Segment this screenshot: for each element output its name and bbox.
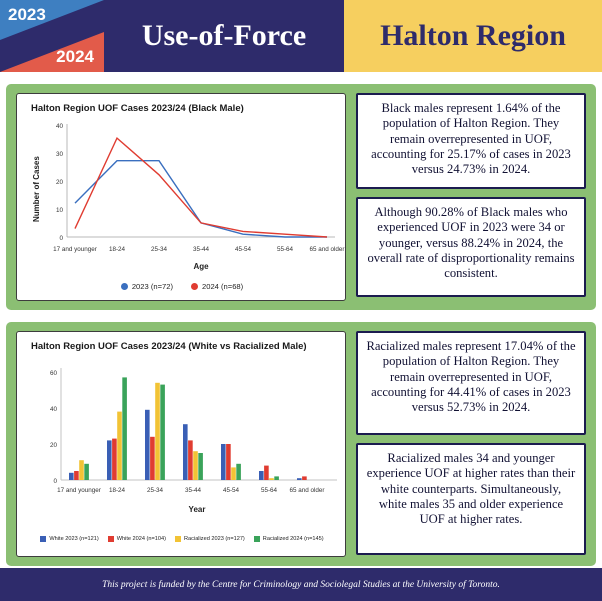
line-series-2023 (75, 161, 327, 237)
text-card-racialized-age: Racialized males 34 and younger experience UOF at higher rates than their white counterparts. Simultaneously, white males 35 and older experience UOF at higher rates. (356, 443, 586, 555)
bar (107, 440, 112, 480)
legend-item (175, 536, 245, 542)
legend-label-2024: 2024 (n=68) (202, 282, 244, 291)
header-year-2024: 2024 (56, 47, 94, 66)
bar (84, 464, 89, 480)
bar (221, 444, 226, 480)
legend-dot-2024-icon (191, 283, 198, 290)
xtick-1: 18-24 (108, 246, 126, 253)
bar (112, 439, 117, 480)
header-year-2023: 2023 (8, 5, 46, 24)
header-title: Use-of-Force (104, 0, 344, 72)
legend-label-white-2024: White 2024 (n=104) (116, 536, 166, 542)
legend-label-racialized-2024: Racialized 2024 (n=145) (262, 536, 324, 542)
footer-funding-note: This project is funded by the Centre for Criminology and Sociolegal Studies at the University of Toronto. (0, 568, 602, 601)
legend-item (40, 536, 98, 542)
line-chart-plot (17, 114, 347, 289)
bar (122, 377, 127, 480)
line-chart-ylabel: Number of Cases (32, 156, 41, 222)
ytick-20: 20 (55, 179, 63, 186)
bar-chart-legend (17, 536, 347, 542)
bar (302, 476, 307, 480)
legend-item (108, 536, 166, 542)
xtick-0: 17 and younger (53, 246, 97, 253)
xtick-1: 18-24 (108, 487, 126, 494)
bar (79, 460, 84, 480)
xtick-0: 17 and younger (57, 487, 101, 494)
line-chart-title: Halton Region UOF Cases 2023/24 (Black Male) (31, 103, 244, 114)
ytick-0: 0 (53, 478, 57, 485)
ytick-0: 0 (59, 235, 63, 242)
xtick-2: 25-34 (146, 487, 164, 494)
legend-label-white-2023: White 2023 (n=121) (49, 536, 99, 542)
bar (236, 464, 241, 480)
text-card-black-age: Although 90.28% of Black males who experienced UOF in 2023 were 34 or younger, versus 88.24% in 2024, the overall rate of disproportionality remains consistent. (356, 197, 586, 297)
bar (155, 383, 160, 480)
legend-label-racialized-2023: Racialized 2023 (n=127) (184, 536, 245, 542)
xtick-4: 45-54 (222, 487, 240, 494)
ytick-40: 40 (55, 123, 63, 130)
legend-item (254, 536, 324, 542)
bar (160, 385, 165, 480)
xtick-2: 25-34 (150, 246, 168, 253)
xtick-4: 45-54 (234, 246, 252, 253)
header-year-block (0, 0, 104, 72)
bar (117, 412, 122, 480)
bar (259, 471, 264, 480)
header-bar (0, 0, 602, 72)
text-card-racialized-population: Racialized males represent 17.04% of the population of Halton Region. They remain overrepresented in UOF, accounting for 44.41% of cases in 2023 versus 52.73% in 2024. (356, 331, 586, 435)
ytick-60: 60 (49, 370, 57, 377)
line-chart-xlabel: Age (193, 262, 209, 271)
bar (150, 437, 155, 480)
bar-chart-plot (17, 352, 347, 542)
header-region: Halton Region (344, 0, 602, 72)
bar (226, 444, 231, 480)
xtick-6: 65 and older (309, 246, 345, 253)
bar-chart-svg (17, 352, 347, 530)
bar-chart-xlabel: Year (188, 505, 206, 514)
bar (145, 410, 150, 480)
text-card-black-population: Black males represent 1.64% of the population of Halton Region. They remain overrepresented in UOF, accounting for 25.17% of cases in 2023 versus 24.73% in 2024. (356, 93, 586, 189)
xtick-5: 55-64 (260, 487, 278, 494)
line-series-2024 (75, 138, 327, 237)
ytick-40: 40 (49, 406, 57, 413)
bar-chart-title: Halton Region UOF Cases 2023/24 (White vs Racialized Male) (31, 341, 307, 352)
bar (188, 440, 193, 480)
bar (198, 453, 203, 480)
bar (69, 473, 74, 480)
xtick-5: 55-64 (276, 246, 294, 253)
bar (193, 451, 198, 480)
bar (297, 478, 302, 480)
line-chart-legend (17, 282, 347, 291)
legend-item (121, 282, 173, 291)
legend-dot-2023-icon (121, 283, 128, 290)
section-white-vs-racialized (6, 322, 596, 566)
legend-swatch-white-2024-icon (108, 536, 114, 542)
bar (231, 467, 236, 480)
legend-item (191, 282, 243, 291)
xtick-3: 35-44 (184, 487, 202, 494)
section-black-male (6, 84, 596, 310)
xtick-6: 65 and older (289, 487, 325, 494)
legend-swatch-white-2023-icon (40, 536, 46, 542)
line-chart-svg (17, 114, 347, 286)
bar (269, 478, 274, 480)
xtick-3: 35-44 (192, 246, 210, 253)
bar (264, 466, 269, 480)
line-chart-card (16, 93, 346, 301)
bar (74, 471, 79, 480)
ytick-30: 30 (55, 151, 63, 158)
legend-swatch-racialized-2023-icon (175, 536, 181, 542)
bar (274, 476, 279, 480)
ytick-10: 10 (55, 207, 63, 214)
legend-swatch-racialized-2024-icon (254, 536, 260, 542)
ytick-20: 20 (49, 442, 57, 449)
bar-chart-card (16, 331, 346, 557)
bar (183, 424, 188, 480)
legend-label-2023: 2023 (n=72) (131, 282, 173, 291)
